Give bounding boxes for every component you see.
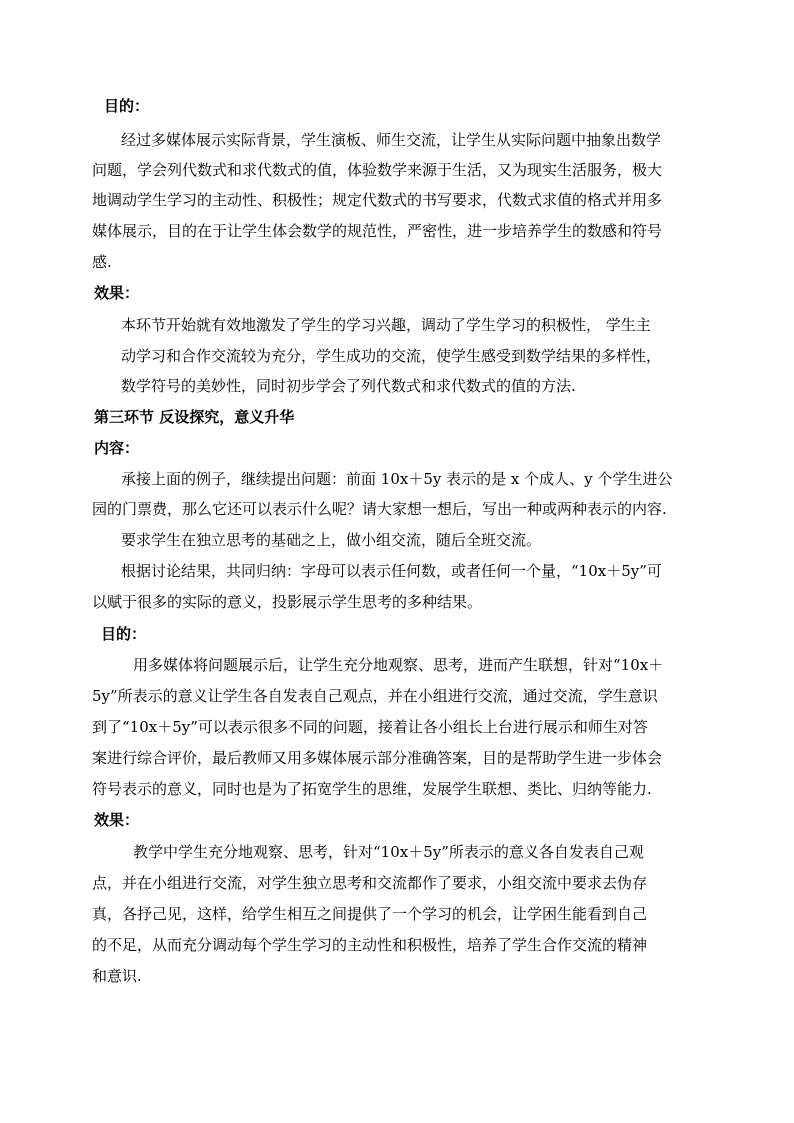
paragraph-line: 以赋于很多的实际的意义，投影展示学生思考的多种结果。	[92, 593, 483, 611]
paragraph-line: 感.	[92, 253, 112, 271]
paragraph-line: 动学习和合作交流较为充分，学生成功的交流，使学生感受到数学结果的多样性，	[121, 347, 662, 365]
paragraph-line: 媒体展示，目的在于让学生体会数学的规范性，严密性，进一步培养学生的数感和符号	[92, 222, 663, 240]
heading-effect-1: 效果：	[94, 284, 140, 302]
heading-content: 内容：	[94, 439, 140, 457]
paragraph-line: 要求学生在独立思考的基础之上，做小组交流，随后全班交流。	[121, 531, 542, 549]
section-title: 第三环节 反设探究，意义升华	[94, 408, 295, 426]
paragraph-line: 地调动学生学习的主动性、积极性；规定代数式的书写要求，代数式求值的格式并用多	[92, 191, 663, 209]
paragraph-line: 经过多媒体展示实际背景，学生演板、师生交流，让学生从实际问题中抽象出数学	[121, 131, 662, 149]
paragraph-line: 真，各抒己见，这样，给学生相互之间提供了一个学习的机会，让学困生能看到自己	[92, 905, 648, 923]
paragraph-line: 数学符号的美妙性，同时初步学会了列代数式和求代数式的值的方法.	[121, 377, 576, 395]
paragraph-line: 符号表示的意义，同时也是为了拓宽学生的思维，发展学生联想、类比、归纳等能力.	[92, 780, 652, 798]
paragraph-line: 的不足，从而充分调动每个学生学习的主动性和积极性，培养了学生合作交流的精神	[92, 936, 648, 954]
heading-purpose-1: 目的：	[104, 97, 150, 115]
paragraph-line: 和意识.	[92, 967, 142, 985]
heading-effect-2: 效果：	[94, 811, 140, 829]
heading-purpose-2: 目的：	[101, 625, 147, 643]
paragraph-line: 5y”所表示的意义让学生各自发表自己观点，并在小组进行交流，通过交流，学生意识	[92, 687, 658, 705]
paragraph-line: 本环节开始就有效地激发了学生的学习兴趣，调动了学生学习的积极性， 学生主	[121, 316, 651, 334]
paragraph-line: 点，并在小组进行交流，对学生独立思考和交流都作了要求，小组交流中要求去伪存	[92, 874, 648, 892]
paragraph-line: 用多媒体将问题展示后，让学生充分地观察、思考，进而产生联想，针对“10x＋	[133, 656, 664, 674]
paragraph-line: 教学中学生充分地观察、思考，针对“10x＋5y”所表示的意义各自发表自己观	[133, 843, 644, 861]
paragraph-line: 到了“10x＋5y”可以表示很多不同的问题，接着让各小组长上台进行展示和师生对答	[92, 718, 648, 736]
paragraph-line: 园的门票费，那么它还可以表示什么呢？请大家想一想后，写出一种或两种表示的内容.	[92, 500, 667, 518]
paragraph-line: 承接上面的例子，继续提出问题：前面 10x＋5y 表示的是 x 个成人、y 个学生进公	[121, 470, 673, 488]
paragraph-line: 案进行综合评价，最后教师又用多媒体展示部分准确答案，目的是帮助学生进一步体会	[92, 749, 663, 767]
paragraph-line: 根据讨论结果，共同归纳：字母可以表示任何数，或者任何一个量，“10x＋5y”可	[121, 562, 662, 580]
paragraph-line: 问题，学会列代数式和求代数式的值，体验数学来源于生活，又为现实生活服务，极大	[92, 161, 663, 179]
